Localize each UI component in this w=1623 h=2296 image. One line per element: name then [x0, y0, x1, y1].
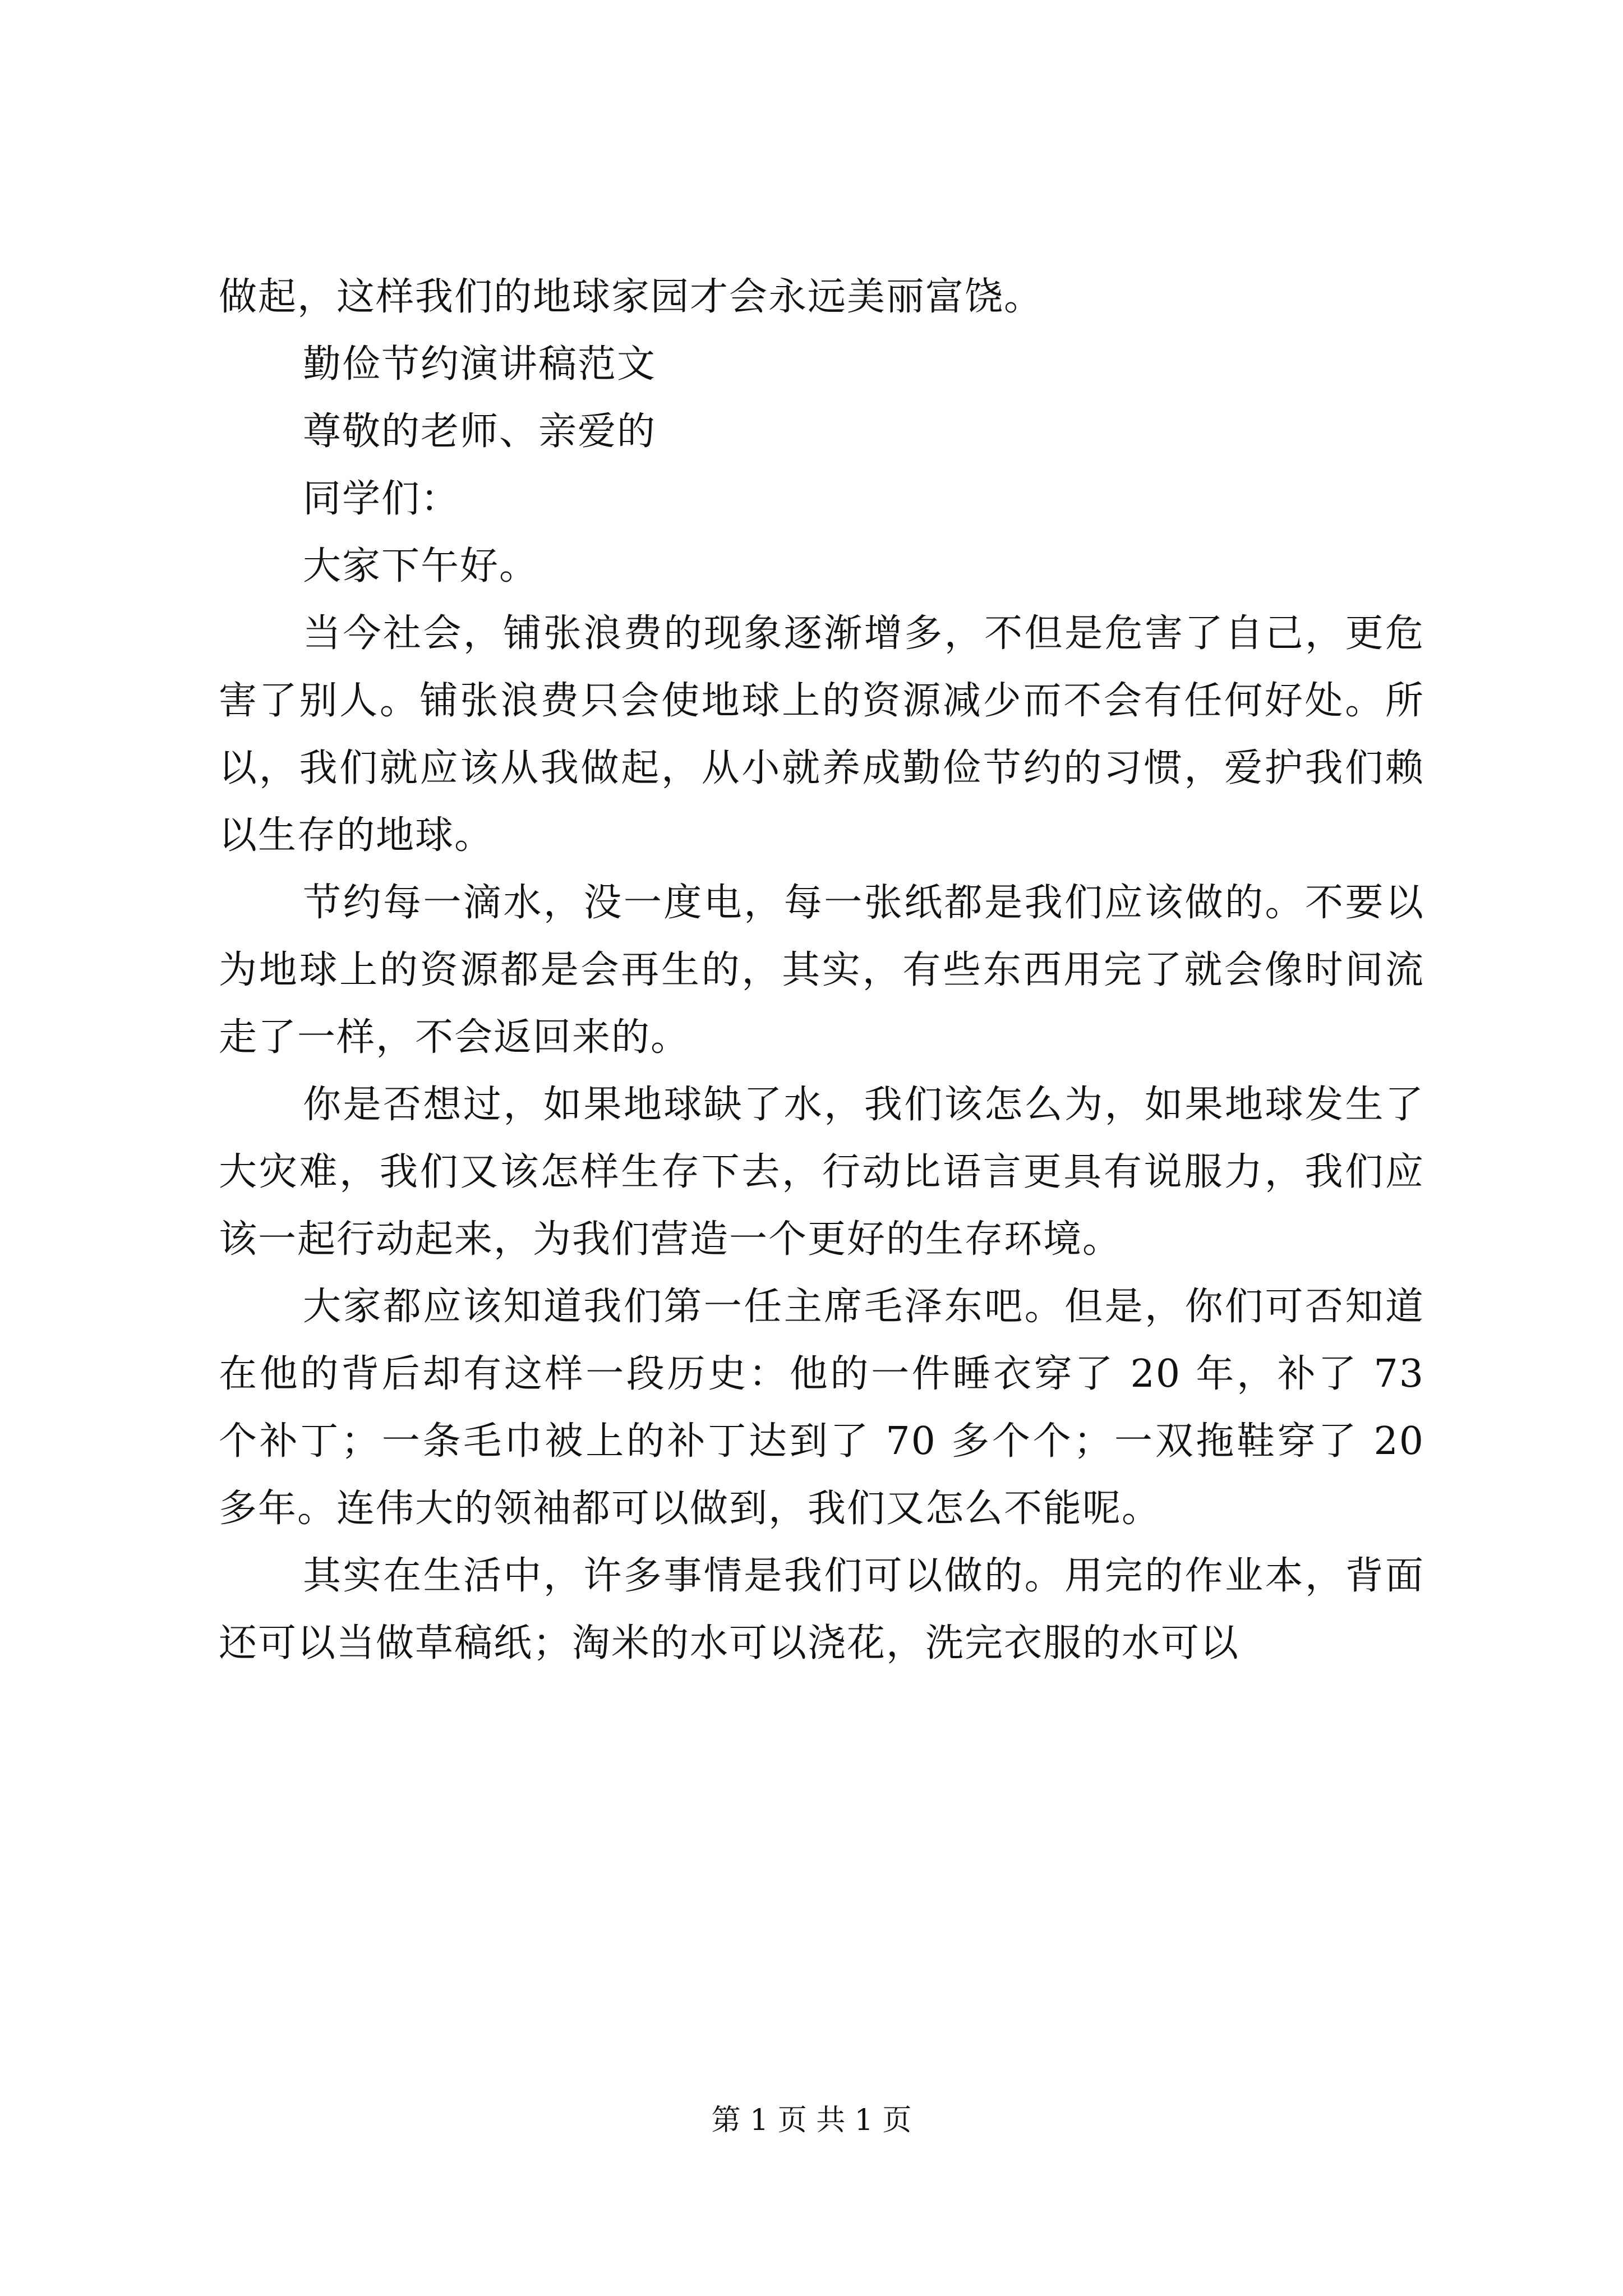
- paragraph-saving: 节约每一滴水，没一度电，每一张纸都是我们应该做的。不要以为地球上的资源都是会再生的，其实，有些东西用完了就会像时间流走了一样，不会返回来的。: [219, 881, 1424, 1060]
- page-number-footer: 第 1 页 共 1 页: [711, 2104, 912, 2137]
- paragraph-waste: 当今社会，铺张浪费的现象逐渐增多，不但是危害了自己，更危害了别人。铺张浪费只会使地球上的资源减少而不会有任何好处。所以，我们就应该从我做起，从小就养成勤俭节约的习惯，爱护我们赖以生存的地球。: [219, 611, 1424, 858]
- document-body: [219, 264, 1424, 1677]
- paragraph-continuation: 做起，这样我们的地球家园才会永远美丽富饶。: [219, 275, 1044, 319]
- salutation-line-1: 尊敬的老师、亲爱的: [303, 409, 657, 454]
- salutation-line-2: 同学们：: [303, 477, 460, 521]
- paragraph-daily-life: 其实在生活中，许多事情是我们可以做的。用完的作业本，背面还可以当做草稿纸；淘米的水可以浇花，洗完衣服的水可以: [219, 1554, 1424, 1665]
- paragraph-action: 你是否想过，如果地球缺了水，我们该怎么为，如果地球发生了大灾难，我们又该怎样生存下去，行动比语言更具有说服力，我们应该一起行动起来，为我们营造一个更好的生存环境。: [219, 1083, 1424, 1262]
- paragraph-chairman: 大家都应该知道我们第一任主席毛泽东吧。但是，你们可否知道在他的背后却有这样一段历史：他的一件睡衣穿了 20 年，补了 73 个补丁；一条毛巾被上的补丁达到了 70 多个个；一双拖鞋穿了 20 多年。连伟大的领袖都可以做到，我们又怎么不能呢。: [219, 1285, 1424, 1531]
- speech-title: 勤俭节约演讲稿范文: [303, 342, 657, 386]
- greeting: 大家下午好。: [303, 544, 539, 588]
